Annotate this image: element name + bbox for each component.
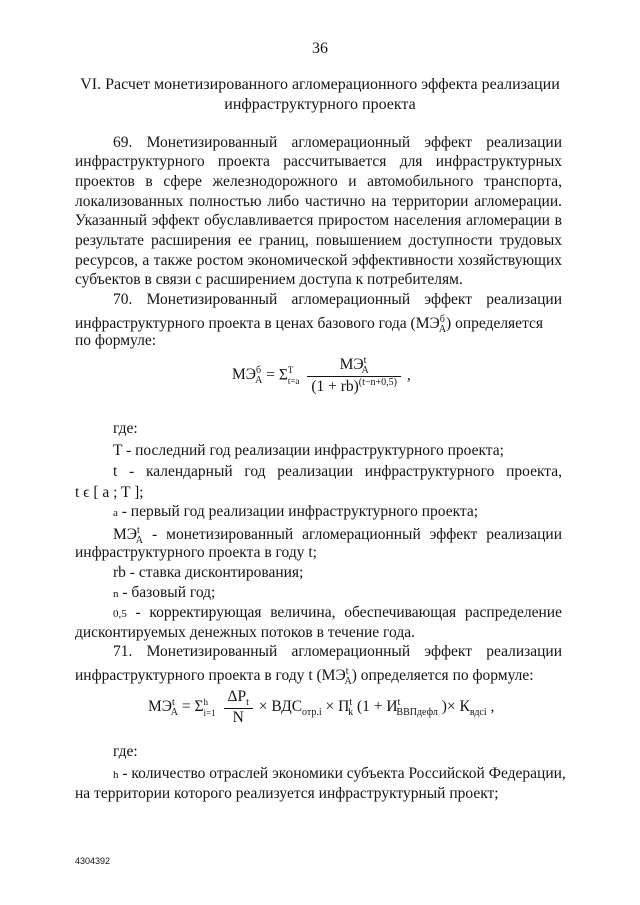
where1-item: rb - ставка дисконтирования; [113, 564, 304, 581]
where2-item: h - количество отраслей экономики субъекта Российской Федерации, [113, 765, 566, 782]
p69-line: результате расширения ее границ, повышением доступности трудовых [75, 232, 562, 249]
where1-item: T - последний год реализации инфраструктурного проекта; [113, 442, 504, 459]
p71-line-2: инфраструктурного проекта в году t $(МЭ^t_А)$ определяется по формуле: [75, 666, 534, 688]
p70-line-2-end: ) определяется [446, 315, 544, 333]
document-code: 4304392 [75, 856, 111, 866]
where1-item: n - базовый год; [113, 584, 216, 601]
p69-line: инфраструктурного проекта рассчитывается для инфраструктурных [75, 153, 562, 170]
where1-item: инфраструктурного проекта в году t; [75, 544, 317, 561]
where1-item: t ϵ [ a ; T ]; [75, 484, 144, 501]
p70-line-2-start: инфраструктурного проекта в ценах базового года ( [75, 315, 416, 333]
p69-line: проектов в сфере железнодорожного и автомобильного транспорта, [75, 173, 562, 190]
formula1-fraction: $\frac{МЭ^t_А}{(1 + rb)^{(t-n+0,5)}}$ [307, 355, 401, 396]
where2-item: на территории которого реализуется инфраструктурный проект; [75, 785, 499, 802]
formula2-fraction: $\frac{\Delta P_t}{N}$ [224, 688, 253, 727]
where1-item: $МЭ^t_А$ - монетизированный агломерационный эффект реализации [113, 525, 562, 547]
p69-line: 69. Монетизированный агломерационный эффект реализации [113, 134, 562, 151]
where1-item: 0,5 - корректирующая величина, обеспечивающая распределение [113, 604, 562, 621]
formula2-sum-limits: h i=1 [203, 696, 216, 718]
section-title-line-2: инфраструктурного проекта [224, 96, 416, 113]
p70-line-3: по формуле: [75, 332, 157, 349]
section-title-line-1: VI. Расчет монетизированного агломерационного эффекта реализации [80, 76, 560, 93]
where-label-2: где: [113, 743, 138, 760]
inline-symbol: $МЭ^б_А$ [415, 314, 447, 336]
p69-line: локализованных полностью либо частично на территории агломерации. [75, 193, 562, 210]
formula1-lhs: $МЭ^б_А$ [232, 365, 263, 387]
where1-item: t - календарный год реализации инфраструктурного проекта, [113, 463, 562, 480]
page-number: 36 [312, 40, 328, 57]
formula1-sum-limits: T t=a [287, 364, 300, 386]
where1-item: a - первый год реализации инфраструктурного проекта; [113, 503, 479, 520]
p69-line: ресурсов, а также ростом экономической эффективности хозяйствующих [75, 252, 562, 269]
where-label-1: где: [113, 420, 138, 437]
p71-line-1: 71. Монетизированный агломерационный эффект реализации [113, 643, 562, 660]
p69-line: Указанный эффект обуславливается приростом населения агломерации в [75, 212, 562, 229]
section-title [40, 75, 600, 115]
formula-1: $МЭ^б_А = \Sigma$ T t=a $\frac{МЭ^t_А}{(1 + rb)^{(t-n+0,5)}}$ , [232, 355, 411, 396]
p69-line: субъектов в связи с расширением доступа к потребителям. [75, 271, 463, 288]
formula-2: $МЭ^t_А = \Sigma$ h i=1 $\frac{\Delta P_t}{N}$ × $ВДС_{отр.i} \times П^t_k$ ($1 + И^t_{ВВПдефл}$ )× $К_{вдсi}$ , [148, 688, 495, 727]
p70-line-1: 70. Монетизированный агломерационный эффект реализации [113, 291, 562, 308]
where1-item: дисконтируемых денежных потоков в течение года. [75, 624, 415, 641]
